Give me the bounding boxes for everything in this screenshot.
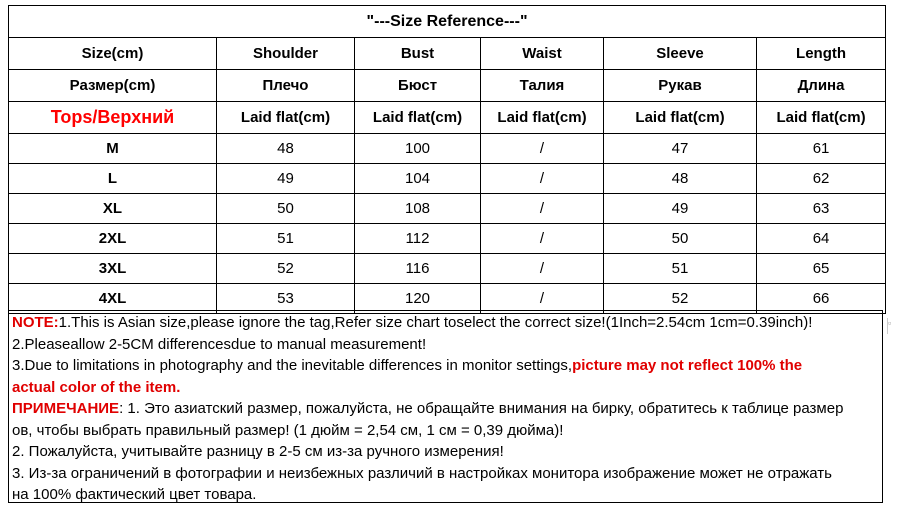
header-row-ru: [9, 70, 886, 102]
table-cell: 64: [757, 224, 886, 254]
note-label: NOTE:: [12, 314, 59, 331]
table-row: [9, 194, 886, 224]
table-row: [9, 134, 886, 164]
table-cell: 62: [757, 164, 886, 194]
table-cell: 53: [217, 284, 355, 314]
header-row-en: [9, 38, 886, 70]
table-cell: 52: [217, 254, 355, 284]
header-cell: Laid flat(cm): [604, 102, 757, 134]
header-cell: Shoulder: [217, 38, 355, 70]
table-cell: /: [481, 224, 604, 254]
notes-box: [8, 310, 883, 503]
header-cell: Size(cm): [9, 38, 217, 70]
header-cell: Laid flat(cm): [757, 102, 886, 134]
table-cell: 120: [355, 284, 481, 314]
header-cell: Length: [757, 38, 886, 70]
header-cell: Размер(cm): [9, 70, 217, 102]
header-cell: Плечо: [217, 70, 355, 102]
header-cell: Laid flat(cm): [355, 102, 481, 134]
table-cell: 100: [355, 134, 481, 164]
size-cell: 2XL: [9, 224, 217, 254]
table-cell: 108: [355, 194, 481, 224]
table-cell: /: [481, 164, 604, 194]
table-cell: 66: [757, 284, 886, 314]
table-row: [9, 284, 886, 314]
table-row: [9, 254, 886, 284]
header-cell: Длина: [757, 70, 886, 102]
ru-note-line-2: 2. Пожалуйста, учитывайте разницу в 2-5 см из-за ручного измерения!: [12, 443, 504, 460]
table-cell: 50: [217, 194, 355, 224]
table-cell: /: [481, 134, 604, 164]
table-row: [9, 164, 886, 194]
header-cell: Рукав: [604, 70, 757, 102]
table-row: [9, 224, 886, 254]
table-title: "---Size Reference---": [9, 6, 886, 38]
ru-note-line-1b: ов, чтобы выбрать правильный размер! (1 дюйм = 2,54 см, 1 см = 0,39 дюйма)!: [12, 421, 564, 439]
table-cell: 116: [355, 254, 481, 284]
note-warning: picture may not reflect 100% the: [572, 357, 803, 374]
table-cell: 47: [604, 134, 757, 164]
note-line-3b: actual color of the item.: [12, 378, 181, 396]
table-cell: 61: [757, 134, 886, 164]
tops-label: Tops/Верхний: [9, 102, 217, 134]
table-cell: 50: [604, 224, 757, 254]
table-cell: /: [481, 194, 604, 224]
size-cell: L: [9, 164, 217, 194]
table-cell: 49: [217, 164, 355, 194]
table-cell: /: [481, 254, 604, 284]
note-line-1: NOTE:1.This is Asian size,please ignore the tag,Refer size chart toselect the correct size!(1Inch=2.54cm 1cm=0.39inch)!: [12, 314, 813, 331]
size-cell: 4XL: [9, 284, 217, 314]
header-row-measure: [9, 102, 886, 134]
size-cell: 3XL: [9, 254, 217, 284]
note-line-2: 2.Pleaseallow 2-5CM differencesdue to manual measurement!: [12, 335, 427, 353]
size-cell: XL: [9, 194, 217, 224]
header-cell: Талия: [481, 70, 604, 102]
table-cell: 104: [355, 164, 481, 194]
size-chart: [8, 5, 885, 505]
size-table: [8, 5, 886, 314]
header-cell: Bust: [355, 38, 481, 70]
table-cell: 49: [604, 194, 757, 224]
table-cell: /: [481, 284, 604, 314]
sheet-edge-icon: ▫: [887, 318, 900, 334]
table-cell: 51: [604, 254, 757, 284]
header-cell: Laid flat(cm): [217, 102, 355, 134]
table-cell: 65: [757, 254, 886, 284]
ru-note-label: ПРИМЕЧАНИЕ: [12, 400, 120, 417]
size-cell: M: [9, 134, 217, 164]
table-cell: 63: [757, 194, 886, 224]
ru-note-line-1: ПРИМЕЧАНИЕ: 1. Это азиатский размер, пожалуйста, не обращайте внимания на бирку, обратитесь к таблице размер: [12, 400, 844, 417]
table-cell: 48: [604, 164, 757, 194]
header-cell: Laid flat(cm): [481, 102, 604, 134]
table-cell: 52: [604, 284, 757, 314]
table-cell: 112: [355, 224, 481, 254]
header-cell: Бюст: [355, 70, 481, 102]
header-cell: Waist: [481, 38, 604, 70]
table-cell: 51: [217, 224, 355, 254]
note-line-3: 3.Due to limitations in photography and the inevitable differences in monitor settings,picture may not reflect 100% the: [12, 357, 803, 374]
table-cell: 48: [217, 134, 355, 164]
ru-note-line-3b: на 100% фактический цвет товара.: [12, 486, 257, 503]
ru-note-line-3: 3. Из-за ограничений в фотографии и неизбежных различий в настройках монитора изображение может не отражать: [12, 464, 832, 482]
header-cell: Sleeve: [604, 38, 757, 70]
